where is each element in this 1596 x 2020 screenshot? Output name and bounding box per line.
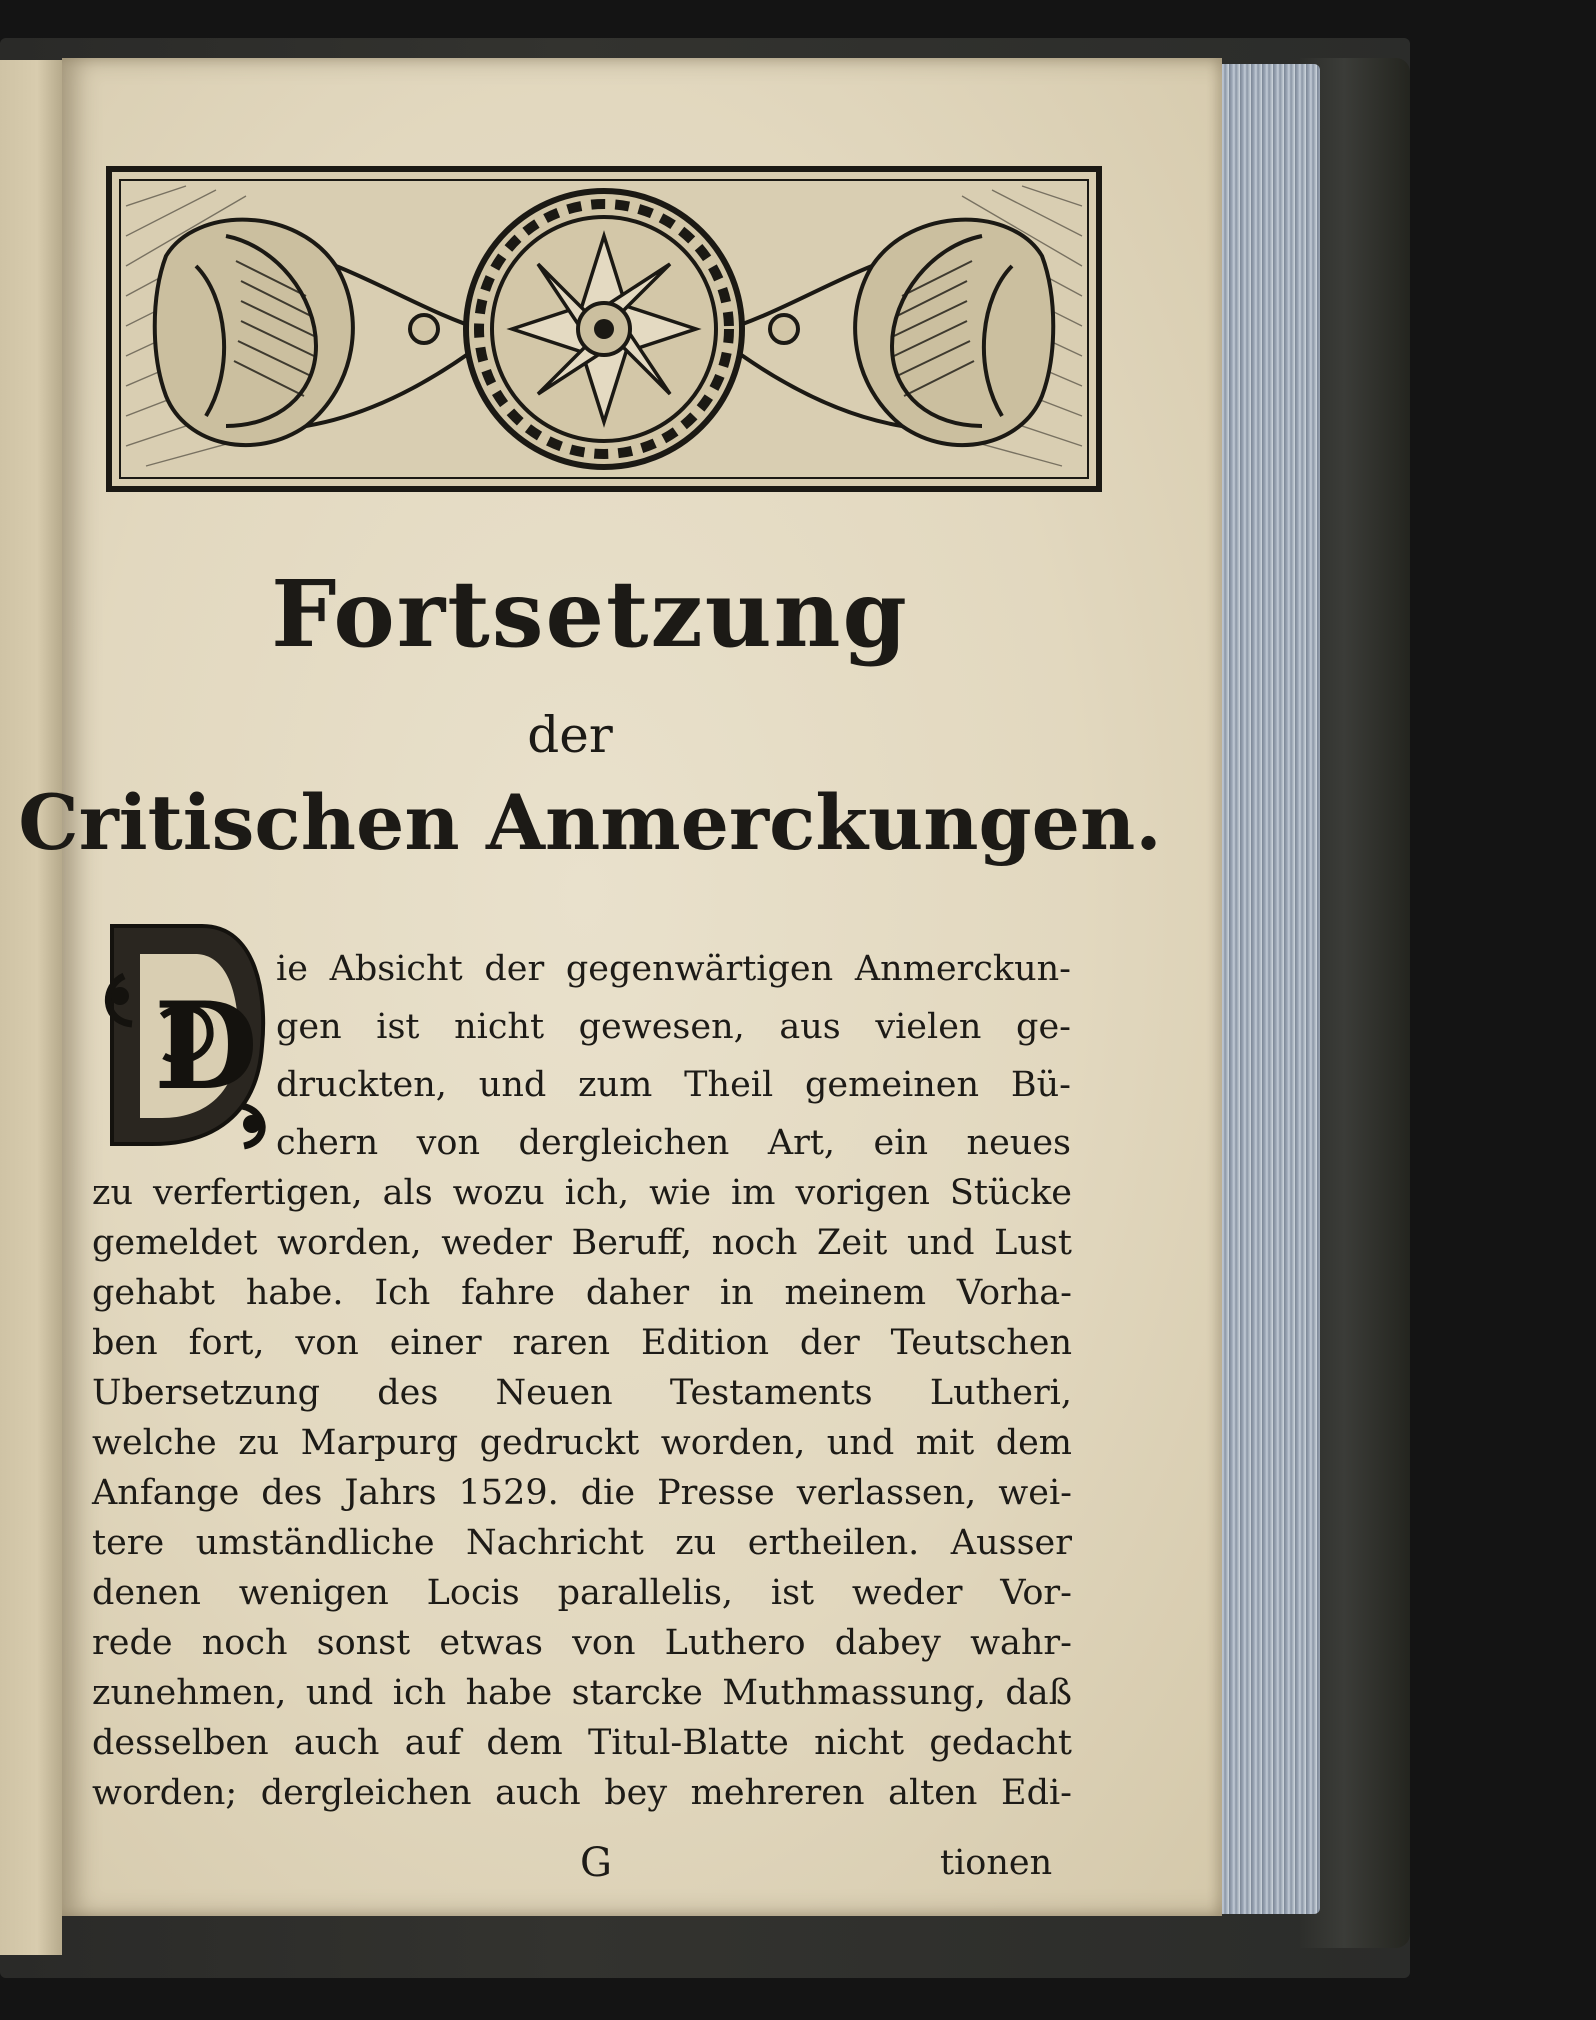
text-line: Ubersetzung des Neuen Testaments Lutheri, [92, 1373, 1072, 1413]
text-line: ben fort, von einer raren Edition der Teutschen [92, 1323, 1072, 1363]
text-line: Anfange des Jahrs 1529. die Presse verlassen, wei- [92, 1473, 1072, 1513]
catchword: tionen [940, 1843, 1053, 1883]
page-subtitle: Critischen Anmerckungen. [18, 778, 1162, 867]
text-line: rede noch sonst etwas von Luthero dabey wahr- [92, 1623, 1072, 1663]
text-line: denen wenigen Locis parallelis, ist weder Vor- [92, 1573, 1072, 1613]
text-line: ie Absicht der gegenwärtigen Anmerckun- [276, 949, 1071, 989]
page-title: Fortsetzung [271, 560, 909, 668]
title-connector: der [527, 706, 613, 764]
text-line: desselben auch auf dem Titul-Blatte nicht gedacht [92, 1723, 1072, 1763]
text-line: chern von dergleichen Art, ein neues [276, 1123, 1071, 1163]
text-line: druckten, und zum Theil gemeinen Bü- [276, 1065, 1071, 1105]
text-line: zu verfertigen, als wozu ich, wie im vorigen Stücke [92, 1173, 1072, 1213]
initial-letter: D [154, 976, 259, 1117]
text-line: welche zu Marpurg gedruckt worden, und mit dem [92, 1423, 1072, 1463]
text-line: worden; dergleichen auch bey mehreren alten Edi- [92, 1773, 1072, 1813]
text-line: gehabt habe. Ich fahre daher in meinem Vorha- [92, 1273, 1072, 1313]
text-line: zunehmen, und ich habe starcke Muthmassung, daß [92, 1673, 1072, 1713]
signature-mark: G [580, 1840, 612, 1886]
text-line: gemeldet worden, weder Beruff, noch Zeit und Lust [92, 1223, 1072, 1263]
text-line: gen ist nicht gewesen, aus vielen ge- [276, 1007, 1071, 1047]
text-line: tere umständliche Nachricht zu ertheilen. Ausser [92, 1523, 1072, 1563]
